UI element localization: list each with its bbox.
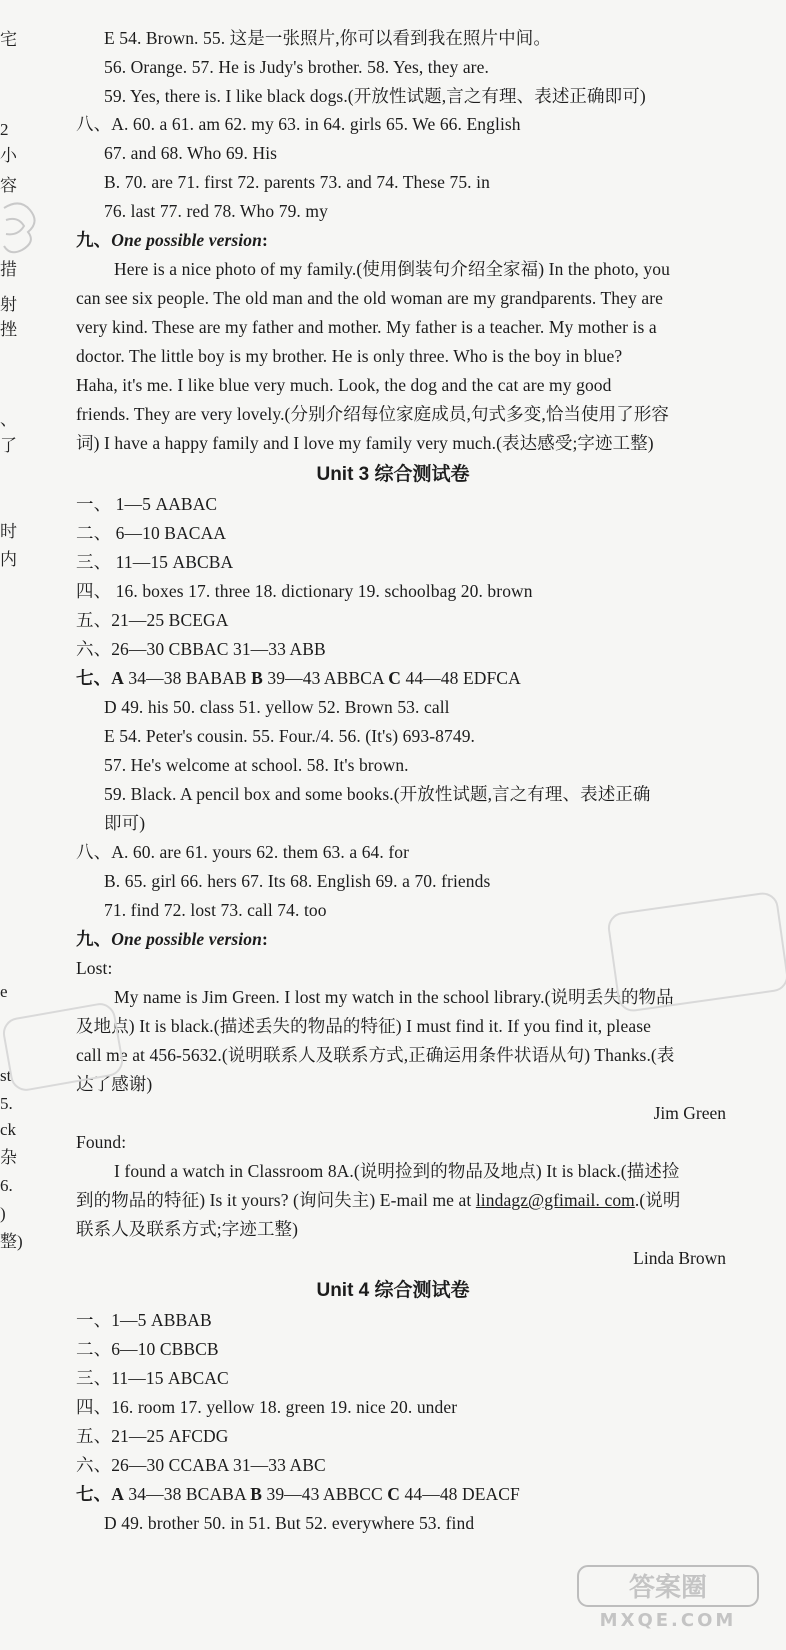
margin-char: 宅 bbox=[0, 30, 17, 49]
answer-line: 即可) bbox=[104, 813, 146, 833]
margin-char: 容 bbox=[0, 176, 17, 195]
essay-line: Haha, it's me. I like blue very much. Look, the dog and the cat are my good bbox=[76, 375, 612, 395]
section-heading-text: One possible version bbox=[111, 929, 262, 949]
answer-line: 76. last 77. red 78. Who 79. my bbox=[104, 201, 328, 221]
section-number: 九、 bbox=[76, 929, 112, 949]
essay-line: I found a watch in Classroom 8A.(说明捡到的物品及地点) It is black.(描述捡 bbox=[114, 1161, 680, 1181]
margin-char: 小 bbox=[0, 146, 17, 165]
margin-char: st bbox=[0, 1066, 12, 1085]
answer-line: 四、 16. boxes 17. three 18. dictionary 19. schoolbag 20. brown bbox=[76, 581, 533, 601]
answer-line: 六、26—30 CBBAC 31—33 ABB bbox=[76, 639, 326, 659]
part-label: C bbox=[388, 668, 401, 688]
essay-line bbox=[76, 1188, 681, 1212]
essay-line: 达了感谢) bbox=[76, 1074, 153, 1094]
margin-char: 了 bbox=[0, 436, 17, 455]
answer-line: 八、A. 60. are 61. yours 62. them 63. a 64. for bbox=[76, 842, 410, 862]
answer-line: 二、6—10 CBBCB bbox=[76, 1339, 219, 1359]
section-heading-text: One possible version bbox=[111, 230, 262, 250]
answers: 44—48 EDFCA bbox=[401, 668, 521, 688]
part-label: C bbox=[387, 1484, 401, 1504]
section-nine-heading bbox=[76, 228, 268, 252]
signature-jim-green: Jim Green bbox=[653, 1103, 726, 1123]
margin-char: 措 bbox=[0, 260, 17, 279]
found-label: Found: bbox=[76, 1132, 127, 1152]
answer-line: 二、 6—10 BACAA bbox=[76, 523, 227, 543]
essay-line: 词) I have a happy family and I love my family very much.(表达感受;字迹工整) bbox=[76, 433, 654, 453]
section-eight-b: B. 70. are 71. first 72. parents 73. and 74. These 75. in bbox=[104, 172, 490, 192]
lost-label: Lost: bbox=[76, 958, 113, 978]
answers: 39—43 ABBCC bbox=[262, 1484, 388, 1504]
essay-line: call me at 456-5632.(说明联系人及联系方式,正确运用条件状语从句) Thanks.(表 bbox=[76, 1045, 675, 1065]
answer-line: 59. Black. A pencil box and some books.(开放性试题,言之有理、表述正确 bbox=[104, 784, 651, 804]
part-label: B bbox=[250, 1484, 262, 1504]
section-number: 九、 bbox=[76, 230, 112, 250]
answer-line: 59. Yes, there is. I like black dogs.(开放性试题,言之有理、表述正确即可) bbox=[104, 86, 646, 106]
unit-3-title: Unit 3 综合测试卷 bbox=[316, 464, 470, 485]
unit-4-title: Unit 4 综合测试卷 bbox=[316, 1280, 470, 1301]
email-address: lindagz@gfimail. com bbox=[475, 1190, 635, 1210]
section-nine-heading bbox=[76, 927, 268, 951]
part-label: 七、A bbox=[76, 1484, 124, 1504]
margin-char: 射 bbox=[0, 295, 17, 314]
margin-char: e bbox=[0, 982, 8, 1001]
essay-line: 及地点) It is black.(描述丢失的物品的特征) I must find it. If you find it, please bbox=[76, 1016, 651, 1036]
answer-line bbox=[76, 1482, 520, 1506]
answer-line: E 54. Brown. 55. 这是一张照片,你可以看到我在照片中间。 bbox=[104, 28, 551, 48]
answer-line: 一、1—5 ABBAB bbox=[76, 1310, 212, 1330]
section-eight-a: 八、A. 60. a 61. am 62. my 63. in 64. girls 65. We 66. English bbox=[76, 114, 521, 134]
answer-line: B. 65. girl 66. hers 67. Its 68. English 69. a 70. friends bbox=[104, 871, 491, 891]
answer-line: 71. find 72. lost 73. call 74. too bbox=[104, 900, 327, 920]
margin-char: 挫 bbox=[0, 320, 17, 339]
answer-line bbox=[76, 666, 521, 690]
answer-line: D 49. brother 50. in 51. But 52. everywhere 53. find bbox=[104, 1513, 475, 1533]
essay-text: .(说明 bbox=[634, 1190, 681, 1210]
watermark-logo bbox=[576, 1562, 766, 1632]
essay-line: Here is a nice photo of my family.(使用倒装句介绍全家福) In the photo, you bbox=[114, 259, 670, 279]
answer-line: 五、21—25 BCEGA bbox=[76, 610, 229, 630]
flower-doodle-icon bbox=[0, 198, 40, 256]
essay-line: My name is Jim Green. I lost my watch in the school library.(说明丢失的物品 bbox=[114, 987, 674, 1007]
svg-text:MXQE.COM: MXQE.COM bbox=[599, 1610, 737, 1631]
answer-line: 56. Orange. 57. He is Judy's brother. 58. Yes, they are. bbox=[104, 57, 489, 77]
answers: 34—38 BABAB bbox=[123, 668, 252, 688]
svg-text:答案圈: 答案圈 bbox=[628, 1573, 708, 1603]
margin-char: 整) bbox=[0, 1232, 23, 1251]
essay-line: can see six people. The old man and the old woman are my grandparents. They are bbox=[76, 288, 663, 308]
answer-line: 一、 1—5 AABAC bbox=[76, 494, 218, 514]
margin-char: 时 bbox=[0, 522, 17, 541]
answers: 34—38 BCABA bbox=[123, 1484, 251, 1504]
margin-char: 2 bbox=[0, 120, 9, 139]
answer-line: 四、16. room 17. yellow 18. green 19. nice 20. under bbox=[76, 1397, 458, 1417]
answer-line: 五、21—25 AFCDG bbox=[76, 1426, 229, 1446]
answer-line: 57. He's welcome at school. 58. It's brown. bbox=[104, 755, 409, 775]
essay-line: friends. They are very lovely.(分别介绍每位家庭成员,句式多变,恰当使用了形容 bbox=[76, 404, 670, 424]
margin-char: ck bbox=[0, 1120, 17, 1139]
part-label: 七、A bbox=[76, 668, 124, 688]
essay-text: 到的物品的特征) Is it yours? (询问失主) E-mail me at bbox=[76, 1190, 476, 1210]
margin-char: 杂 bbox=[0, 1148, 17, 1167]
answer-line: D 49. his 50. class 51. yellow 52. Brown 53. call bbox=[104, 697, 450, 717]
heading-colon: : bbox=[261, 230, 268, 250]
margin-char: 5. bbox=[0, 1094, 13, 1113]
essay-line: 联系人及联系方式;字迹工整) bbox=[76, 1219, 299, 1239]
essay-line: doctor. The little boy is my brother. He is only three. Who is the boy in blue? bbox=[76, 346, 623, 366]
answers: 39—43 ABBCA bbox=[262, 668, 389, 688]
heading-colon: : bbox=[261, 929, 268, 949]
margin-char: 内 bbox=[0, 550, 17, 569]
answer-line: 六、26—30 CCABA 31—33 ABC bbox=[76, 1455, 326, 1475]
faint-stamp-outline bbox=[606, 891, 786, 1014]
margin-char: ) bbox=[0, 1204, 6, 1223]
watermark-logo-icon bbox=[576, 1562, 766, 1632]
answer-line: E 54. Peter's cousin. 55. Four./4. 56. (It's) 693-8749. bbox=[104, 726, 476, 746]
part-label: B bbox=[251, 668, 263, 688]
answers: 44—48 DEACF bbox=[400, 1484, 520, 1504]
margin-char: 6. bbox=[0, 1176, 13, 1195]
answer-line: 三、11—15 ABCAC bbox=[76, 1368, 229, 1388]
signature-linda-brown: Linda Brown bbox=[633, 1248, 726, 1268]
essay-line: very kind. These are my father and mother. My father is a teacher. My mother is a bbox=[76, 317, 657, 337]
answer-line: 67. and 68. Who 69. His bbox=[104, 143, 278, 163]
answer-line: 三、 11—15 ABCBA bbox=[76, 552, 234, 572]
margin-char: 、 bbox=[0, 410, 17, 429]
